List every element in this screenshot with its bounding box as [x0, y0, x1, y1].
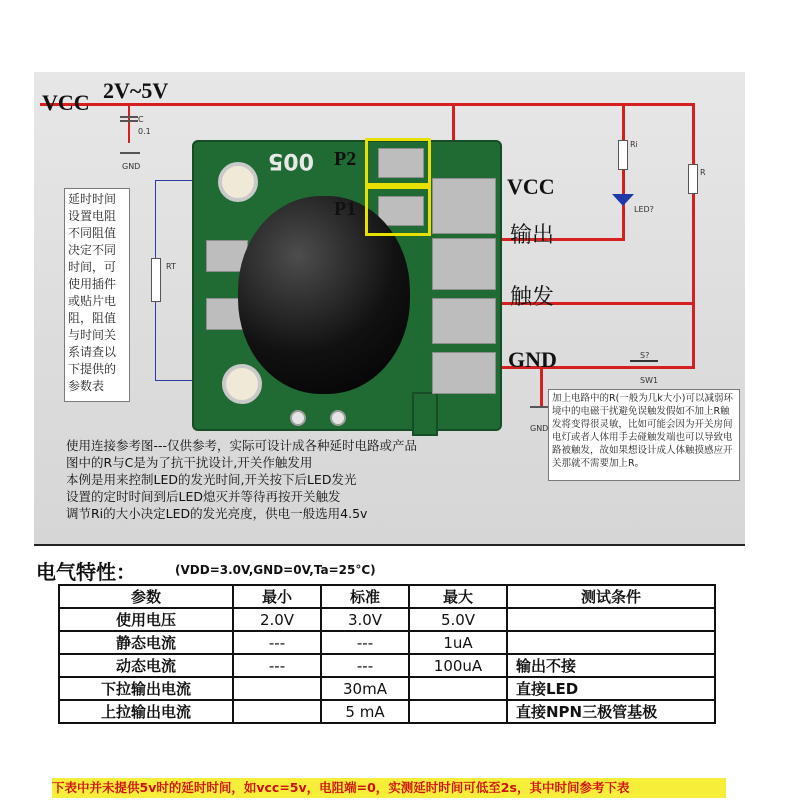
- table-row: [59, 654, 715, 677]
- via-hole-1: [290, 410, 306, 426]
- pin-vcc-label: VCC: [507, 174, 555, 199]
- cell-param: 动态电流: [59, 654, 233, 677]
- cell-typ: 30mA: [321, 677, 409, 700]
- pin-gnd-label: GND: [508, 347, 557, 372]
- cell-min: [233, 677, 321, 700]
- pin-pad-output: [432, 238, 496, 290]
- header-param: 参数: [59, 585, 233, 608]
- cell-param: 使用电压: [59, 608, 233, 631]
- gnd-right-label: GND: [530, 424, 549, 433]
- voltage-range-label: 2V~5V: [103, 78, 169, 103]
- table-row: [59, 608, 715, 631]
- p2-highlight-box: [365, 138, 431, 186]
- table-row: [59, 677, 715, 700]
- usage-line-5: 调节Ri的大小决定LED的发光亮度，供电一般选用4.5v: [66, 506, 368, 521]
- cell-condition: 输出不接: [507, 654, 715, 677]
- cell-param: 静态电流: [59, 631, 233, 654]
- pin-pad-vcc: [432, 178, 496, 234]
- cell-typ: 5 mA: [321, 700, 409, 723]
- ground-symbol: [120, 152, 140, 154]
- header-min: 最小: [233, 585, 321, 608]
- cell-typ: ---: [321, 654, 409, 677]
- ri-label: Ri: [630, 140, 638, 149]
- switch-wire: [692, 302, 695, 368]
- header-max: 最大: [409, 585, 507, 608]
- mount-hole-top: [218, 162, 258, 202]
- via-hole-2: [330, 410, 346, 426]
- cell-max: 100uA: [409, 654, 507, 677]
- chip-marking: 005: [268, 148, 314, 173]
- usage-line-1: 使用连接参考图---仅供参考，实际可设计成各种延时电路或产品: [66, 438, 418, 453]
- cell-condition: 直接LED: [507, 677, 715, 700]
- mount-hole-bottom: [222, 364, 262, 404]
- cell-max: 5.0V: [409, 608, 507, 631]
- pin-pad-gnd: [432, 352, 496, 394]
- cell-condition: [507, 608, 715, 631]
- ri-led-wire: [622, 103, 625, 240]
- header-typ: 标准: [321, 585, 409, 608]
- vcc-left-label: VCC: [42, 90, 90, 115]
- pin-trigger-label: 触发: [510, 285, 555, 310]
- cell-param: 下拉输出电流: [59, 677, 233, 700]
- right-note: 加上电路中的R(一般为几k大小)可以减弱环境中的电磁干扰避免误触发假如不加上R触发将变得很灵敏，比如可能会因为开关房间电灯或者人体用手去碰触发端也可以导致电路被触发，故如果想设计成人体触摸感应开关那就不需要加上R。: [548, 389, 740, 481]
- rt-label: RT: [166, 262, 176, 271]
- capacitor-symbol: [120, 116, 138, 122]
- pin-pad-trigger: [432, 298, 496, 344]
- bottom-note: 下表中并未提供5v时的延时时间，如vcc=5v，电阻端=0，实测延时时间可低至2s，其中时间参考下表: [52, 778, 726, 798]
- usage-line-4: 设置的定时时间到后LED熄灭并等待再按开关触发: [66, 489, 341, 504]
- cap-wire: [128, 103, 130, 143]
- cell-condition: 直接NPN三极管基极: [507, 700, 715, 723]
- spec-conditions: (VDD=3.0V,GND=0V,Ta=25°C): [175, 563, 376, 577]
- table-row: [59, 631, 715, 654]
- spec-title: 电气特性：: [36, 560, 136, 584]
- cell-min: ---: [233, 631, 321, 654]
- r-wire: [692, 103, 695, 303]
- p2-label: P2: [334, 148, 357, 170]
- cap-value: 0.1: [138, 127, 151, 136]
- switch-name-label: SW1: [640, 376, 659, 385]
- switch-ref-label: S?: [640, 351, 650, 360]
- led-label: LED?: [634, 205, 654, 214]
- cell-condition: [507, 631, 715, 654]
- cell-typ: ---: [321, 631, 409, 654]
- pcb-tab: [412, 392, 438, 436]
- p1-highlight-box: [365, 186, 431, 236]
- cell-param: 上拉输出电流: [59, 700, 233, 723]
- cell-min: ---: [233, 654, 321, 677]
- cap-label: C: [138, 115, 144, 124]
- cell-max: [409, 700, 507, 723]
- pin-output-label: 输出: [510, 223, 555, 248]
- cell-min: 2.0V: [233, 608, 321, 631]
- r-label: R: [700, 168, 706, 177]
- ri-resistor-symbol: [618, 140, 628, 170]
- cell-max: 1uA: [409, 631, 507, 654]
- table-header-row: [59, 585, 715, 608]
- table-row: [59, 700, 715, 723]
- rt-resistor-symbol: [151, 258, 161, 302]
- left-note: 延时时间设置电阻不同阻值决定不同时间，可使用插件或贴片电阻，阻值与时间关系请查以下提供的参数表: [64, 188, 130, 402]
- p1-label: P1: [334, 198, 357, 220]
- switch-symbol: [630, 360, 658, 366]
- cap-gnd-label: GND: [122, 162, 141, 171]
- led-symbol: [612, 194, 634, 206]
- cell-typ: 3.0V: [321, 608, 409, 631]
- header-condition: 测试条件: [507, 585, 715, 608]
- cell-min: [233, 700, 321, 723]
- spec-table: [58, 584, 716, 724]
- usage-line-2: 图中的R与C是为了抗干扰设计,开关作触发用: [66, 455, 313, 470]
- cell-max: [409, 677, 507, 700]
- r-resistor-symbol: [688, 164, 698, 194]
- usage-line-3: 本例是用来控制LED的发光时间,开关按下后LED发光: [66, 472, 357, 487]
